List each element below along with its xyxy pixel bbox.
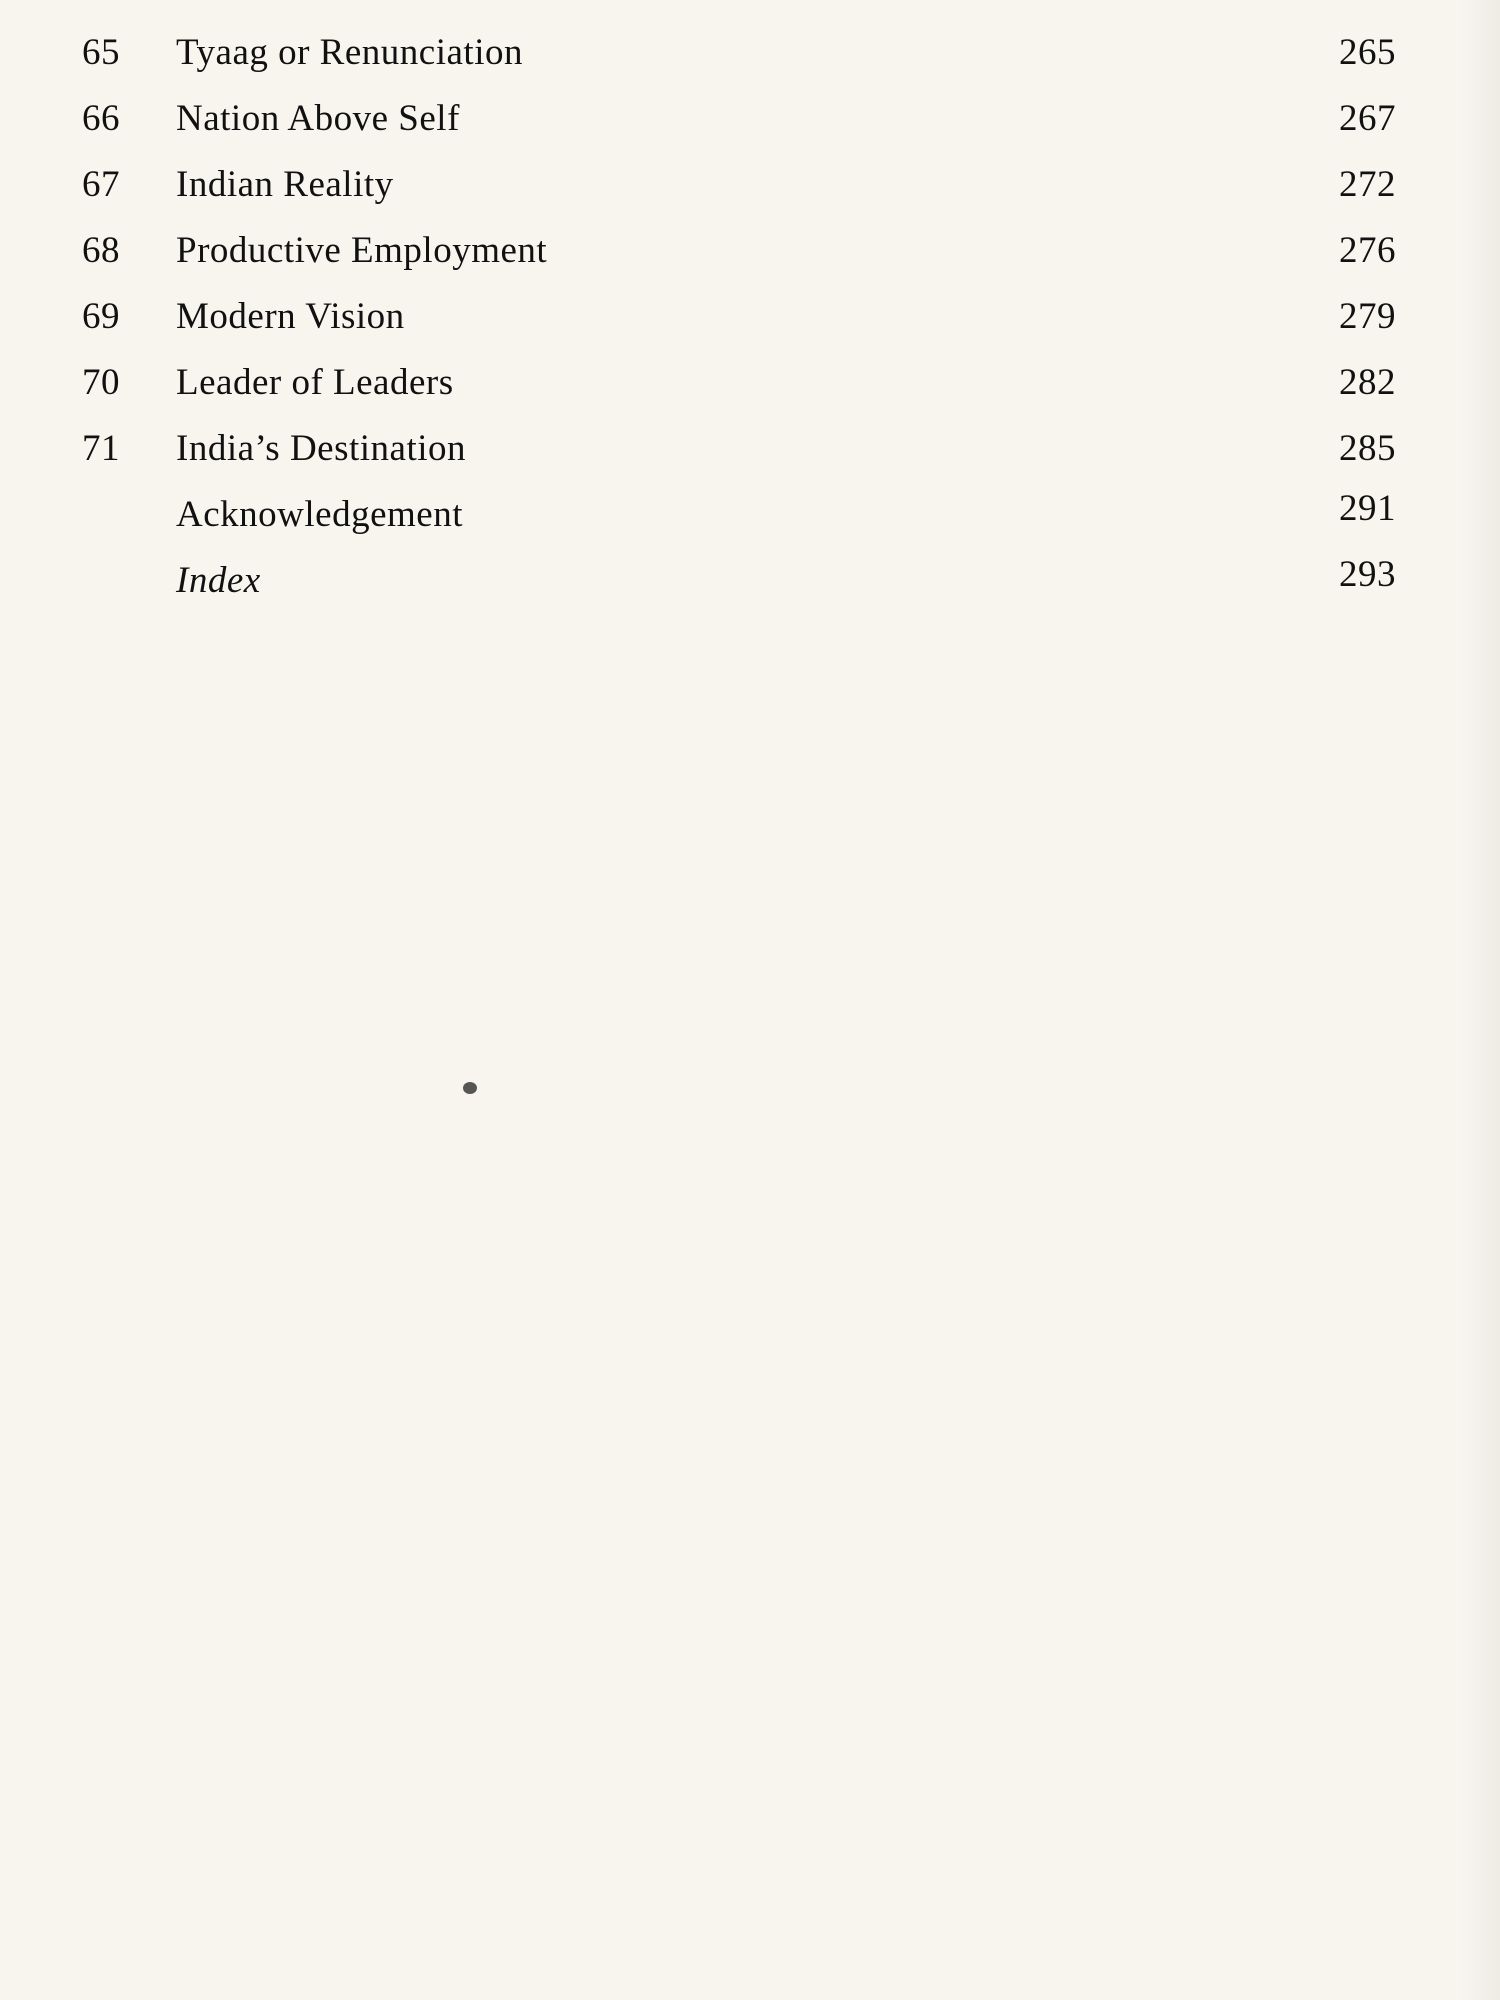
toc-entry-number: 66 (82, 98, 120, 139)
toc-entry-title: Productive Employment (176, 230, 548, 271)
toc-entry-page: 265 (1339, 32, 1396, 73)
toc-entry-number: 69 (82, 296, 120, 337)
toc-entry (0, 424, 1500, 474)
toc-entry-page: 293 (1339, 554, 1396, 595)
toc-entry (0, 358, 1500, 408)
toc-entry-page: 276 (1339, 230, 1396, 271)
toc-entry-title: Leader of Leaders (176, 362, 454, 403)
toc-entry (0, 226, 1500, 276)
toc-entry-title: India’s Destination (176, 428, 467, 469)
toc-entry-page: 267 (1339, 98, 1396, 139)
toc-entry-title: Index (176, 560, 261, 601)
toc-entry-title: Modern Vision (176, 296, 405, 337)
toc-entry-title: Nation Above Self (176, 98, 460, 139)
toc-entry-number: 71 (82, 428, 120, 469)
toc-entry (0, 292, 1500, 342)
toc-entry (0, 28, 1500, 78)
toc-entry-number: 70 (82, 362, 120, 403)
toc-entry-title: Acknowledgement (176, 494, 463, 535)
toc-entry-page: 272 (1339, 164, 1396, 205)
toc-entry (0, 94, 1500, 144)
toc-entry-title: Indian Reality (176, 164, 394, 205)
toc-entry-page: 279 (1339, 296, 1396, 337)
toc-entry-page: 285 (1339, 428, 1396, 469)
ink-speck (463, 1082, 477, 1094)
toc-entry-number: 67 (82, 164, 120, 205)
toc-entry (0, 160, 1500, 210)
toc-entry-title: Tyaag or Renunciation (176, 32, 523, 73)
toc-entry-page: 282 (1339, 362, 1396, 403)
toc-entry-number: 65 (82, 32, 120, 73)
toc-entry-acknowledgement (0, 490, 1500, 540)
toc-entry-index (0, 556, 1500, 606)
toc-entry-number: 68 (82, 230, 120, 271)
toc-entry-page: 291 (1339, 488, 1396, 529)
